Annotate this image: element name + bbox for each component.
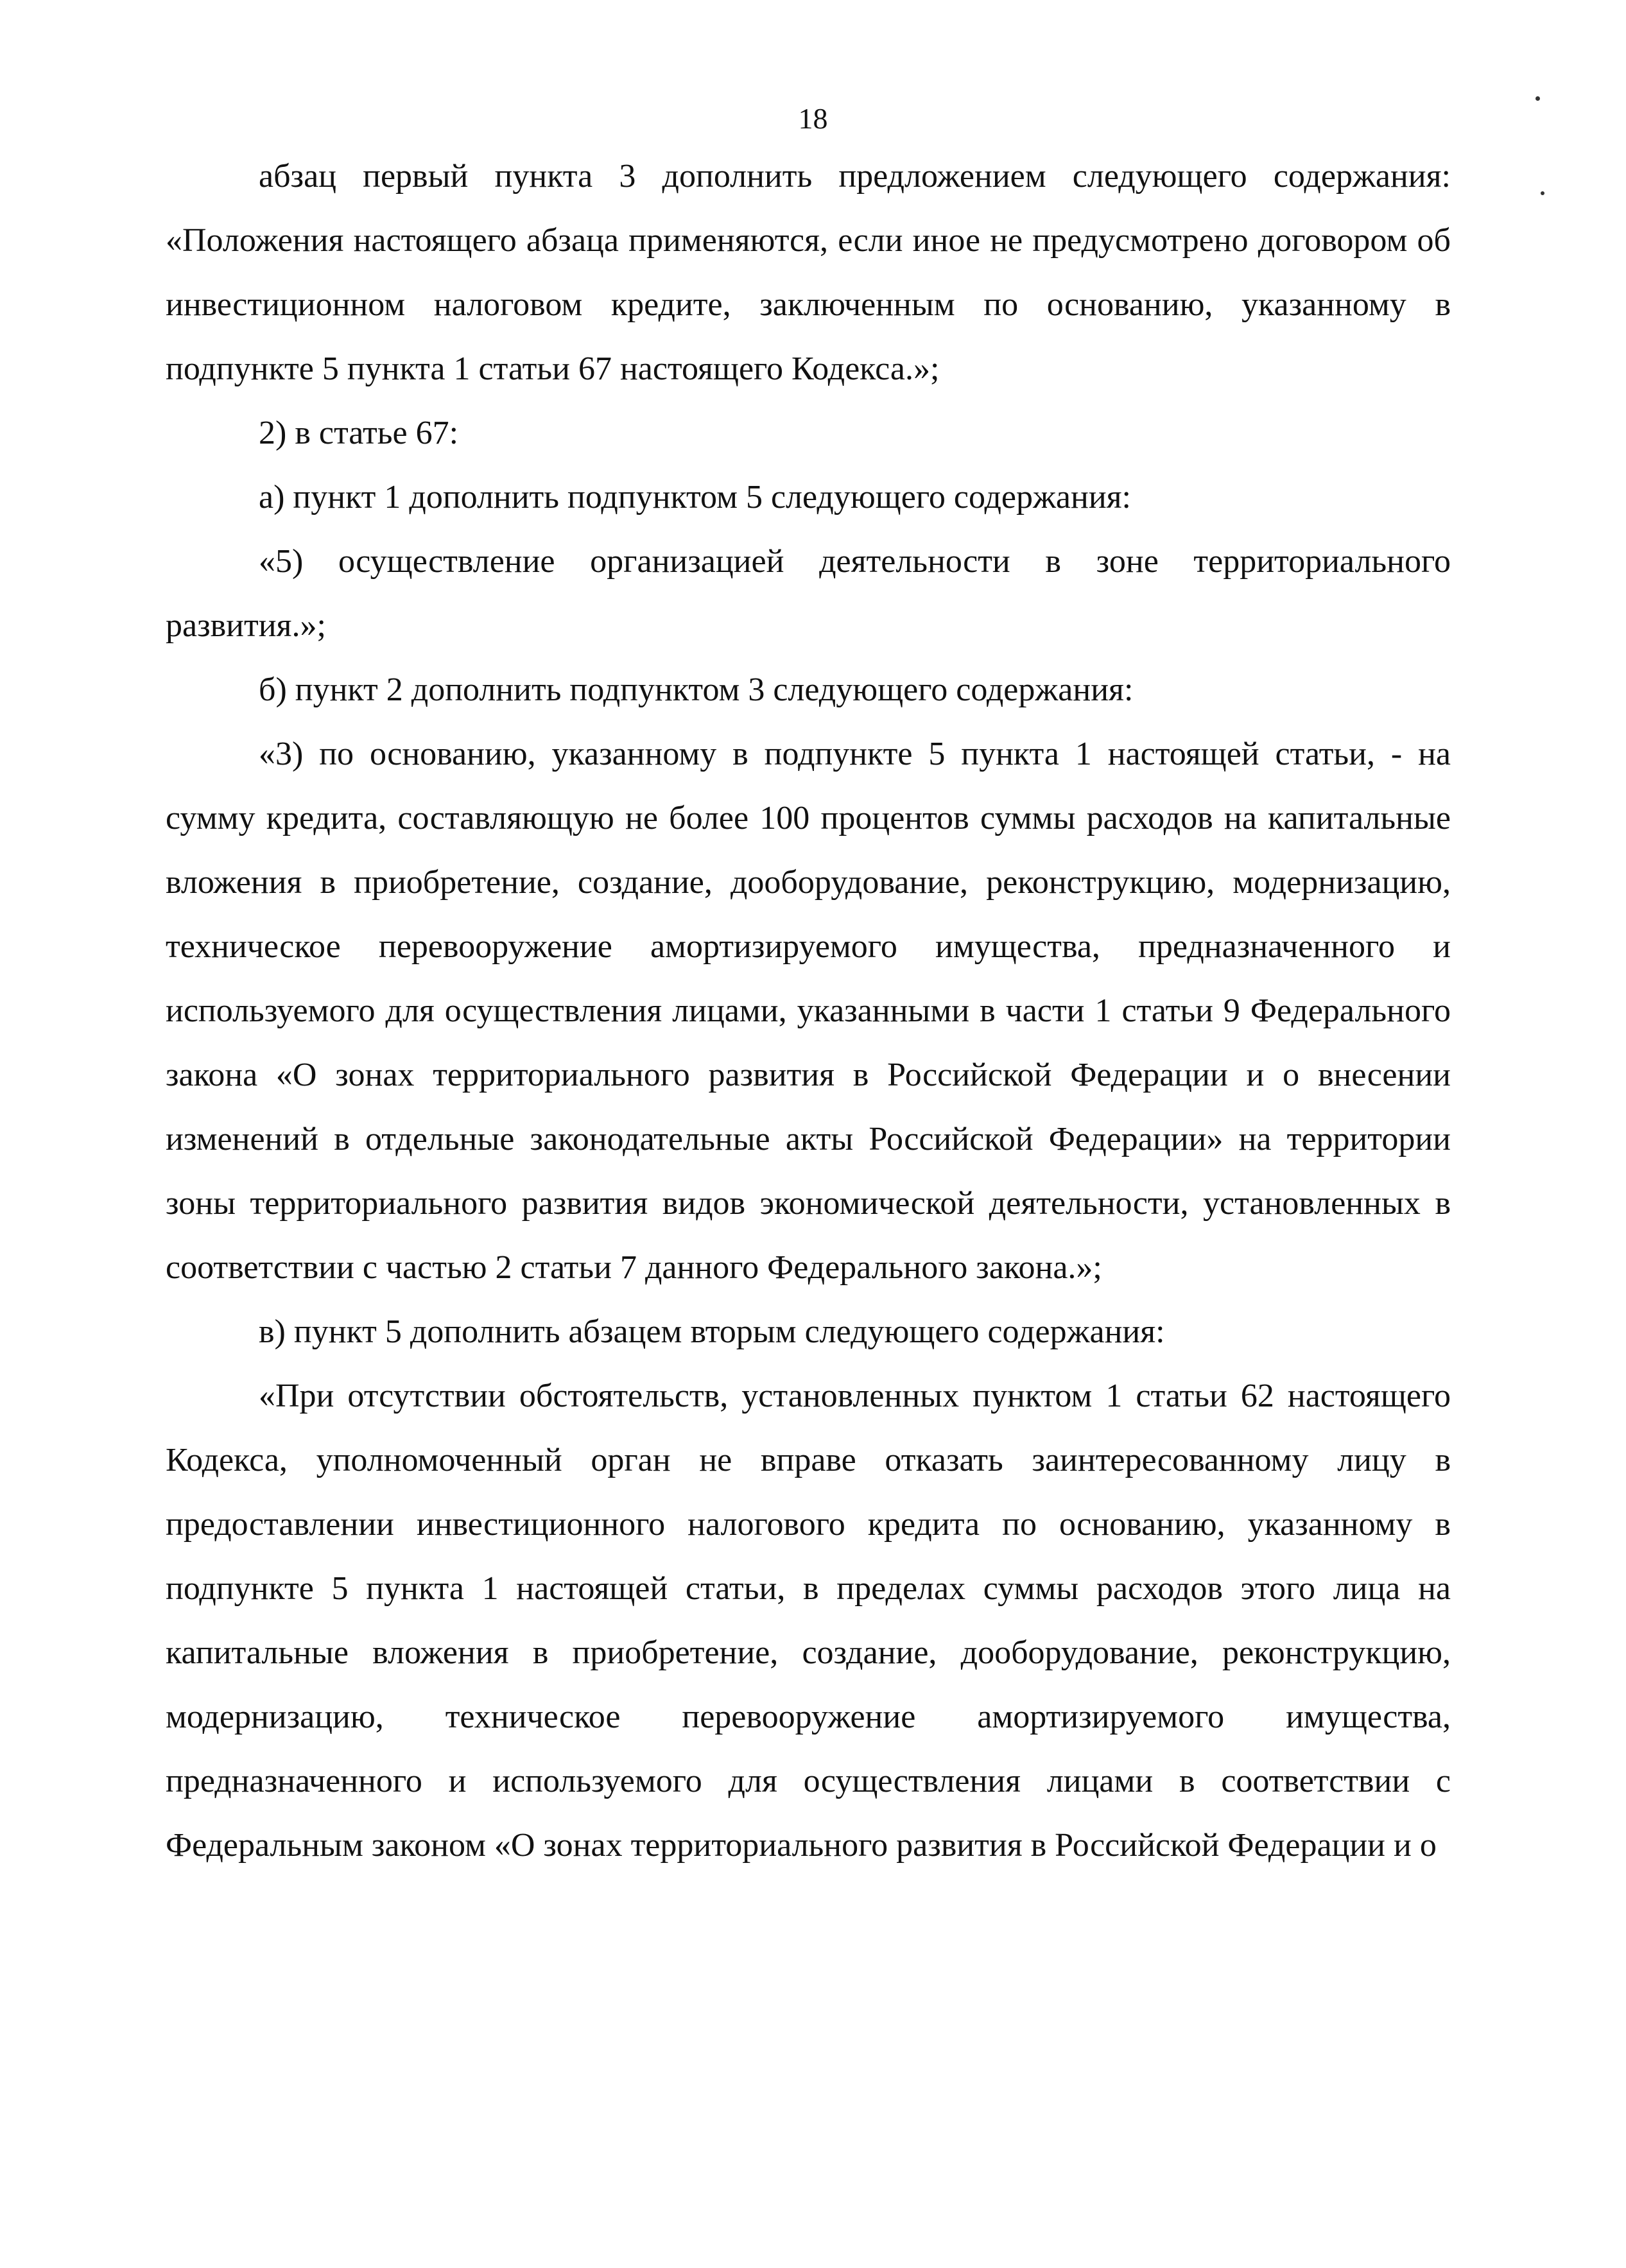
- paragraph-subitem-3: «3) по основанию, указанному в подпункте 5 пункта 1 настоящей статьи, - на сумму кредита, составляющую не более 100 процентов суммы расходов на капитальные вложения в приобретение, создание, дооборудование, реконструкцию, модернизацию, техническое перевооружение амортизируемого имущества, предназначенного и используемого для осуществления лицами, указанными в части 1 статьи 9 Федерального закона «О зонах территориального развития в Российской Федерации и о внесении изменений в отдельные законодательные акты Российской Федерации» на территории зоны территориального развития видов экономической деятельности, установленных в соответствии с частью 2 статьи 7 данного Федерального закона.»;: [166, 736, 1451, 1286]
- scan-speck: [1535, 96, 1540, 101]
- page-number: 18: [798, 102, 828, 135]
- paragraph-amendment-clause-3: абзац первый пункта 3 дополнить предложением следующего содержания: «Положения настоящего абзаца применяются, если иное не предусмотрено договором об инвестиционном налоговом кредите, заключенным по основанию, указанному в подпункте 5 пункта 1 статьи 67 настоящего Кодекса.»;: [166, 158, 1451, 387]
- paragraph-item-a: а) пункт 1 дополнить подпунктом 5 следующего содержания:: [259, 479, 1132, 515]
- paragraph-item-v: в) пункт 5 дополнить абзацем вторым следующего содержания:: [259, 1313, 1165, 1350]
- paragraph-item-b: б) пункт 2 дополнить подпунктом 3 следующего содержания:: [259, 671, 1134, 708]
- paragraph-article-67: 2) в статье 67:: [259, 415, 459, 451]
- document-body: [166, 144, 1451, 1878]
- paragraph-subitem-5: «5) осуществление организацией деятельности в зоне территориального развития.»;: [166, 543, 1451, 644]
- paragraph-second-abzac: «При отсутствии обстоятельств, установленных пунктом 1 статьи 62 настоящего Кодекса, уполномоченный орган не вправе отказать заинтересованному лицу в предоставлении инвестиционного налогового кредита по основанию, указанному в подпункте 5 пункта 1 настоящей статьи, в пределах суммы расходов этого лица на капитальные вложения в приобретение, создание, дооборудование, реконструкцию, модернизацию, техническое перевооружение амортизируемого имущества, предназначенного и используемого для осуществления лицами в соответствии с Федеральным законом «О зонах территориального развития в Российской Федерации и о: [166, 1378, 1451, 1864]
- scan-speck: [1541, 191, 1544, 195]
